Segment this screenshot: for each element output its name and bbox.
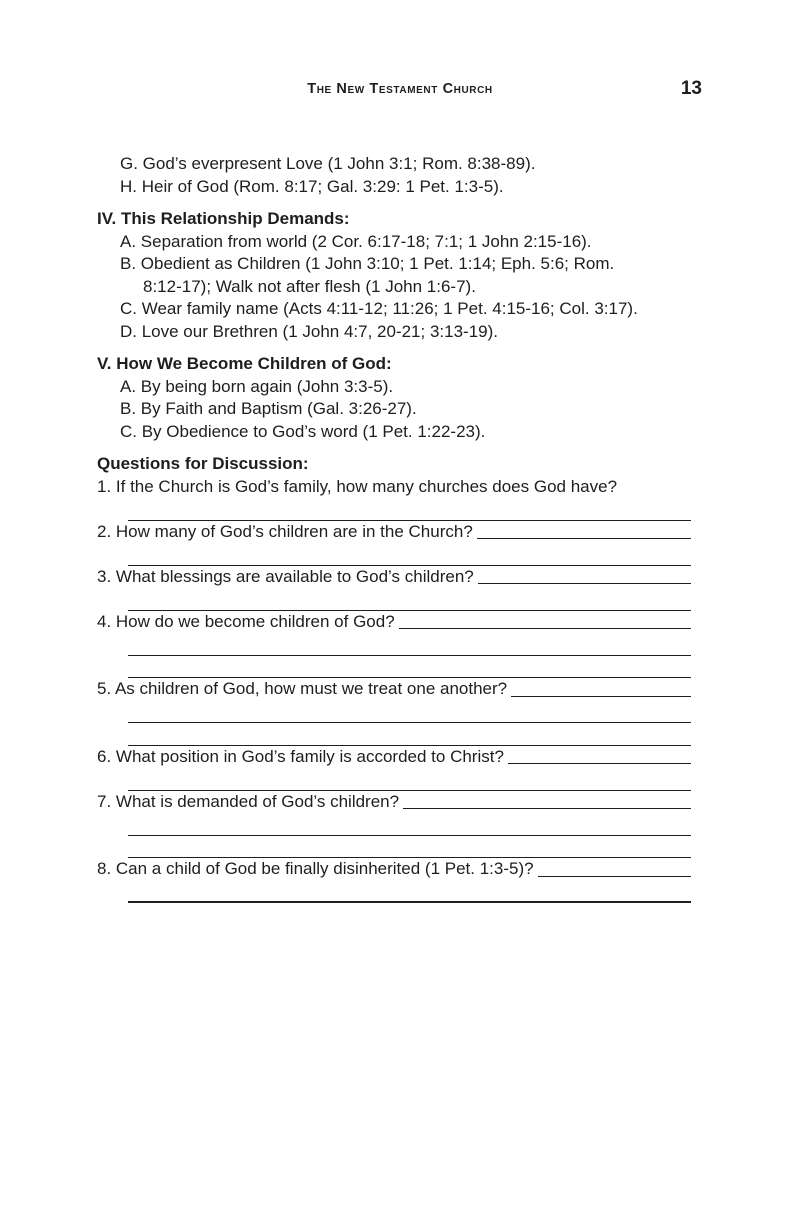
question-text: 8. Can a child of God be finally disinherited (1 Pet. 1:3-5)?: [97, 859, 534, 878]
list-item: B. By Faith and Baptism (Gal. 3:26-27).: [120, 399, 417, 418]
section-heading: Questions for Discussion:: [97, 454, 309, 473]
page-header: [0, 78, 800, 102]
discussion-questions: [97, 476, 691, 904]
question-2: [97, 521, 691, 544]
question-4: [97, 611, 691, 634]
section-heading: IV. This Relationship Demands:: [97, 209, 350, 228]
list-item: A. Separation from world (2 Cor. 6:17-18; 7:1; 1 John 2:15-16).: [120, 231, 592, 251]
answer-line[interactable]: [538, 875, 691, 877]
answer-line[interactable]: [508, 762, 691, 764]
question-3: [97, 566, 691, 589]
answer-line[interactable]: [128, 498, 691, 521]
answer-line[interactable]: [128, 836, 691, 859]
page-number: 13: [680, 78, 702, 99]
answer-line[interactable]: [128, 543, 691, 566]
question-text: 3. What blessings are available to God’s children?: [97, 566, 474, 586]
answer-line[interactable]: [128, 881, 691, 904]
answer-line[interactable]: [128, 701, 691, 724]
answer-line[interactable]: [511, 695, 691, 697]
question-1: [97, 476, 691, 499]
question-6: [97, 746, 691, 769]
list-item: D. Love our Brethren (1 John 4:7, 20-21; 3:13-19).: [120, 321, 499, 341]
answer-line[interactable]: [128, 768, 691, 791]
question-7: [97, 791, 691, 814]
list-item: C. Wear family name (Acts 4:11-12; 11:26; 1 Pet. 4:15-16; Col. 3:17).: [120, 299, 638, 318]
answer-line[interactable]: [403, 807, 691, 809]
question-5: [97, 678, 691, 701]
answer-line[interactable]: [128, 656, 691, 679]
answer-line[interactable]: [128, 588, 691, 611]
answer-line[interactable]: [128, 633, 691, 656]
list-item: H. Heir of God (Rom. 8:17; Gal. 3:29: 1 Pet. 1:3-5).: [120, 176, 504, 196]
answer-line[interactable]: [478, 582, 691, 584]
question-text: 5. As children of God, how must we treat one another?: [97, 679, 508, 698]
running-title: The New Testament Church: [307, 81, 493, 97]
question-text: 2. How many of God’s children are in the Church?: [97, 521, 473, 541]
question-text: 6. What position in God’s family is accorded to Christ?: [97, 746, 504, 766]
answer-line[interactable]: [128, 723, 691, 746]
question-8: [97, 858, 691, 881]
answer-line[interactable]: [399, 627, 691, 629]
list-item: C. By Obedience to God’s word (1 Pet. 1:22-23).: [120, 421, 486, 441]
question-text: 1. If the Church is God’s family, how many churches does God have?: [97, 476, 618, 496]
question-text: 7. What is demanded of God’s children?: [97, 791, 400, 811]
list-item-continuation: 8:12-17); Walk not after flesh (1 John 1:6-7).: [143, 276, 476, 296]
page-content: [97, 153, 691, 903]
answer-line[interactable]: [128, 813, 691, 836]
question-text: 4. How do we become children of God?: [97, 611, 395, 631]
list-item: G. God’s everpresent Love (1 John 3:1; Rom. 8:38-89).: [120, 154, 536, 173]
section-heading: V. How We Become Children of God:: [97, 354, 392, 373]
answer-line[interactable]: [477, 537, 691, 539]
list-item: A. By being born again (John 3:3-5).: [120, 376, 394, 396]
list-item: B. Obedient as Children (1 John 3:10; 1 Pet. 1:14; Eph. 5:6; Rom.: [120, 254, 615, 273]
